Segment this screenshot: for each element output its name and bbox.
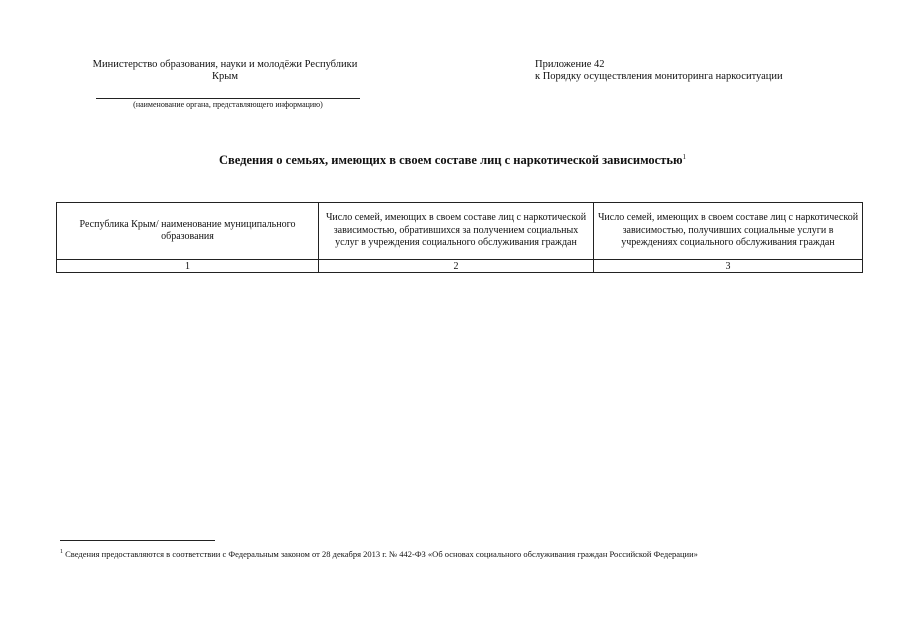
- table-column-numbers-row: [57, 260, 863, 273]
- column-header-applied: Число семей, имеющих в своем составе лиц с наркотической зависимостью, обратившихся за получением социальных услуг в учреждения социального обслуживания граждан: [319, 203, 594, 260]
- column-number: 3: [594, 260, 863, 273]
- appendix-number: Приложение 42: [535, 59, 605, 70]
- document-title-text: Сведения о семьях, имеющих в своем составе лиц с наркотической зависимостью: [218, 153, 683, 168]
- title-footnote-mark: 1: [682, 153, 687, 161]
- report-table: [56, 202, 863, 273]
- column-header-received: Число семей, имеющих в своем составе лиц с наркотической зависимостью, получивших социальные услуги в учреждениях социального обслуживания граждан: [594, 203, 863, 260]
- appendix-reference: к Порядку осуществления мониторинга наркоситуации: [535, 71, 783, 82]
- footnote-separator: [60, 540, 215, 541]
- organization-caption: (наименование органа, представляющего информацию): [133, 100, 323, 109]
- organization-underline: [96, 98, 360, 99]
- footnote: [60, 547, 850, 560]
- column-number: 1: [57, 260, 319, 273]
- footnote-text: Сведения предоставляются в соответствии с Федеральным законом от 28 декабря 2013 г. № 442-ФЗ «Об основах социального обслуживания граждан Российской Федерации»: [65, 548, 698, 559]
- document-title: [0, 153, 905, 168]
- column-header-region: Республика Крым/ наименование муниципального образования: [57, 203, 319, 260]
- footnote-mark: 1: [60, 549, 63, 555]
- organization-name: Министерство образования, науки и молодёжи Республики Крым: [92, 59, 358, 82]
- table-header-row: [57, 203, 863, 260]
- column-number: 2: [319, 260, 594, 273]
- appendix-block: [535, 59, 783, 83]
